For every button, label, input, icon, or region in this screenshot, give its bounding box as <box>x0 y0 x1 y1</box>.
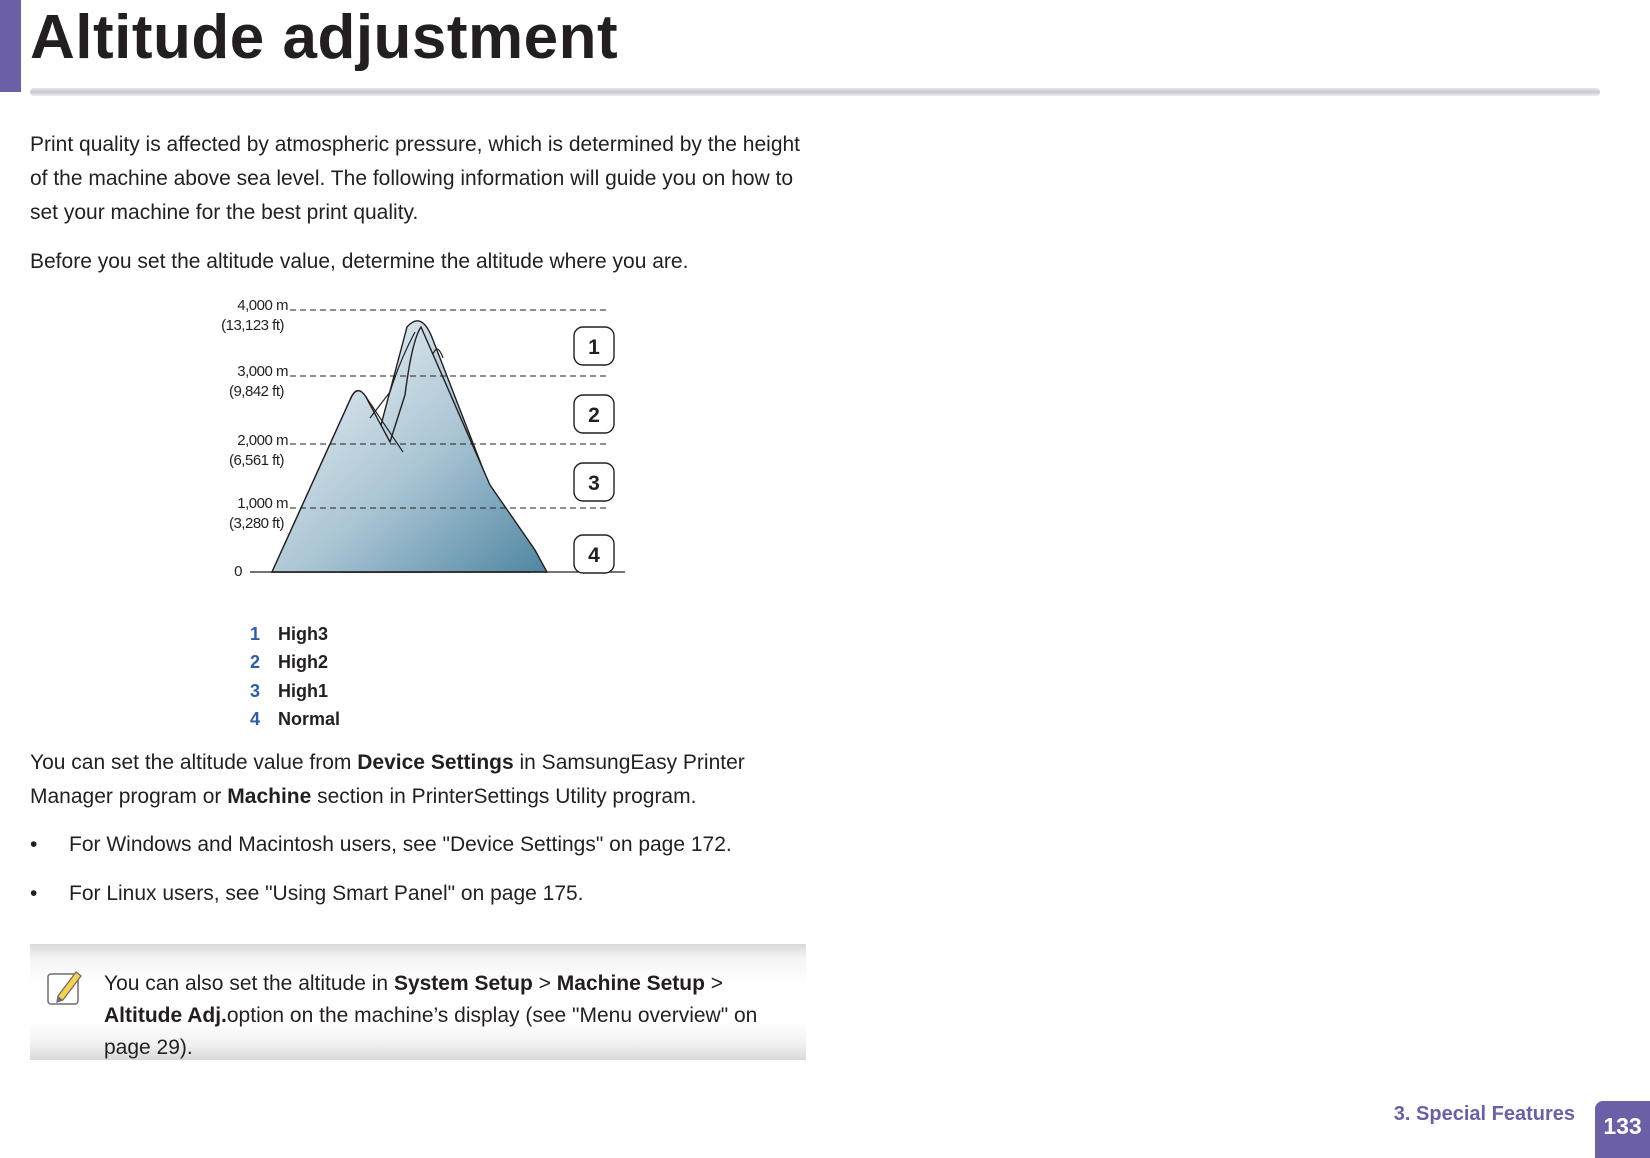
altitude-adj-term: Altitude Adj. <box>104 1004 227 1027</box>
settings-paragraph <box>30 746 810 814</box>
machine-term: Machine <box>227 785 312 808</box>
zone-label-4: 4 <box>588 544 600 567</box>
settings-text: section in PrinterSettings Utility program. <box>311 785 697 808</box>
legend-label: High1 <box>278 681 329 701</box>
title-divider <box>30 88 1600 96</box>
legend-item <box>250 648 328 676</box>
altitude-label-2000ft: (6,561 ft) <box>228 452 284 469</box>
legend-number: 3 <box>250 681 261 701</box>
note-separator: > <box>532 972 557 995</box>
zone-marker-4 <box>574 535 614 573</box>
system-setup-term: System Setup <box>393 972 533 995</box>
mountain-base <box>272 327 547 572</box>
altitude-label-4000ft: (13,123 ft) <box>221 317 284 334</box>
zone-label-3: 3 <box>588 472 600 495</box>
bullet-text: For Linux users, see "Using Smart Panel" on page 175. <box>69 882 584 905</box>
zone-label-1: 1 <box>588 336 600 359</box>
bullet-mark: • <box>30 833 38 856</box>
note-text-part: option on the machine’s display (see "Menu overview" on page 29). <box>104 1004 758 1059</box>
altitude-diagram <box>200 300 630 615</box>
settings-text: in SamsungEasy Printer Manager program or <box>30 751 745 808</box>
bullet-mark: • <box>30 882 38 905</box>
settings-text: You can set the altitude value from <box>30 751 358 774</box>
device-settings-term: Device Settings <box>357 751 514 774</box>
altitude-diagram-svg <box>200 300 630 610</box>
legend-label: High2 <box>278 652 329 672</box>
bullet-text: For Windows and Macintosh users, see "Device Settings" on page 172. <box>69 833 732 856</box>
altitude-label-3000m: 3,000 m <box>237 363 288 380</box>
zone-marker-1 <box>574 327 614 365</box>
altitude-label-4000m: 4,000 m <box>237 300 288 314</box>
altitude-label-1000ft: (3,280 ft) <box>228 515 284 532</box>
legend-label: High3 <box>278 624 329 644</box>
altitude-label-3000ft: (9,842 ft) <box>228 383 284 400</box>
intro-instruction: Before you set the altitude value, determine the altitude where you are. <box>30 250 689 273</box>
note-box <box>30 944 806 1060</box>
note-text <box>104 968 804 1064</box>
intro-paragraph: Print quality is affected by atmospheric pressure, which is determined by the height of the machine above sea level. The following information will guide you on how to set your machine for the best print quality. <box>30 133 801 224</box>
footer-section-title: 3. Special Features <box>1393 1103 1575 1125</box>
machine-setup-term: Machine Setup <box>556 972 705 995</box>
legend-number: 1 <box>250 624 261 644</box>
zone-marker-2 <box>574 395 614 433</box>
note-pencil-icon <box>46 968 84 1008</box>
legend-item <box>250 677 328 705</box>
page-number-badge: 133 <box>1595 1101 1650 1158</box>
title-accent-bar <box>0 0 21 92</box>
zone-marker-3 <box>574 463 614 501</box>
legend-number: 2 <box>250 652 261 672</box>
page-title: Altitude adjustment <box>30 3 619 72</box>
altitude-label-2000m: 2,000 m <box>237 432 288 449</box>
altitude-label-1000m: 1,000 m <box>237 495 288 512</box>
zone-label-2: 2 <box>588 404 600 427</box>
legend-item <box>250 620 328 648</box>
note-separator: > <box>704 972 724 995</box>
legend-item <box>250 705 340 733</box>
legend-label: Normal <box>278 709 341 729</box>
altitude-label-zero: 0 <box>234 563 242 580</box>
legend-number: 4 <box>250 709 261 729</box>
note-text-part: You can also set the altitude in <box>104 972 394 995</box>
